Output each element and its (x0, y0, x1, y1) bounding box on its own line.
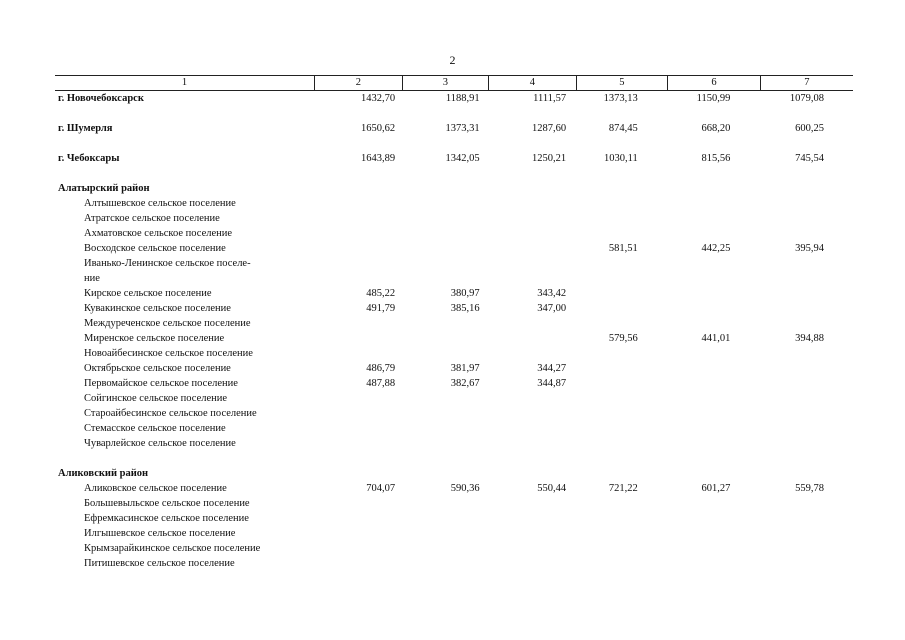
value-cell-col4 (489, 541, 577, 556)
value-cell-col3: 380,97 (450, 288, 480, 299)
value-cell-col4: 550,44 (537, 483, 567, 494)
value-cell-col4: 344,87 (537, 378, 567, 389)
settlement-row (55, 331, 853, 346)
value-cell-col7 (760, 466, 853, 481)
value-cell-col7 (760, 211, 853, 226)
value-cell-col4 (489, 226, 577, 241)
value-cell-col5 (576, 511, 668, 526)
value-cell-col2: 491,79 (366, 303, 396, 314)
value-cell-col7 (760, 301, 853, 316)
value-cell-col5: 579,56 (608, 333, 638, 344)
value-cell-col7 (760, 226, 853, 241)
spacer-row (55, 136, 853, 151)
value-cell-col6 (668, 466, 761, 481)
value-cell-col7 (760, 376, 853, 391)
value-cell-col2 (315, 181, 403, 196)
value-cell-col3: 381,97 (450, 363, 480, 374)
column-number-header (55, 76, 853, 91)
value-cell-col3 (402, 181, 489, 196)
value-cell-col2: 485,22 (366, 288, 396, 299)
value-cell-col3 (402, 196, 489, 211)
value-cell-col5 (576, 496, 668, 511)
value-cell-col5 (576, 391, 668, 406)
value-cell-col5 (576, 211, 668, 226)
value-cell-col2 (315, 211, 403, 226)
district-row (55, 466, 853, 481)
value-cell-col3 (402, 436, 489, 451)
settlement-row (55, 346, 853, 361)
value-cell-col5 (576, 541, 668, 556)
value-cell-col5 (576, 466, 668, 481)
value-cell-col4: 1111,57 (533, 93, 567, 104)
value-cell-col4: 1250,21 (532, 153, 567, 164)
settlement-row (55, 391, 853, 406)
value-cell-col7 (760, 541, 853, 556)
value-cell-col5 (576, 376, 668, 391)
value-cell-col3: 1373,31 (445, 123, 480, 134)
settlement-row (55, 301, 853, 316)
value-cell-col4 (489, 421, 577, 436)
settlement-name: Миренское сельское поселение (84, 333, 225, 344)
spacer-row (55, 106, 853, 121)
value-cell-col7 (760, 256, 853, 271)
settlement-name: Новоайбесинское сельское поселение (84, 348, 253, 359)
value-cell-col3 (402, 496, 489, 511)
value-cell-col4 (489, 196, 577, 211)
value-cell-col7: 395,94 (795, 243, 824, 254)
city-name: г. Чебоксары (58, 153, 120, 164)
settlement-row (55, 406, 853, 421)
settlement-name: Большевыльское сельское поселение (84, 498, 250, 509)
value-cell-col4 (489, 526, 577, 541)
settlement-name: Атратское сельское поселение (84, 213, 220, 224)
settlement-row (55, 421, 853, 436)
settlement-row (55, 526, 853, 541)
value-cell-col6 (668, 316, 761, 331)
district-name: Алатырский район (58, 183, 150, 194)
value-cell-col4 (489, 316, 577, 331)
spacer-row (55, 451, 853, 466)
value-cell-col2 (315, 466, 403, 481)
settlement-name: Илгышевское сельское поселение (84, 528, 236, 539)
value-cell-col2 (315, 511, 403, 526)
value-cell-col4 (489, 406, 577, 421)
value-cell-col3: 1342,05 (445, 153, 480, 164)
settlement-row (55, 196, 853, 211)
value-cell-col5 (576, 196, 668, 211)
settlement-name: Сойгинское сельское поселение (84, 393, 228, 404)
settlement-row (55, 241, 853, 256)
settlement-name: Чуварлейское сельское поселение (84, 438, 236, 449)
value-cell-col4 (489, 556, 577, 571)
value-cell-col7 (760, 196, 853, 211)
settlement-row (55, 256, 853, 271)
settlement-name: Питишевское сельское поселение (84, 558, 235, 569)
spacer-cell (55, 451, 853, 466)
value-cell-col6 (668, 346, 761, 361)
value-cell-col5: 721,22 (608, 483, 638, 494)
value-cell-col6 (668, 196, 761, 211)
value-cell-col6 (668, 436, 761, 451)
page-number: 2 (449, 53, 456, 67)
settlement-row (55, 436, 853, 451)
value-cell-col4 (489, 241, 577, 256)
value-cell-col4 (489, 496, 577, 511)
city-row (55, 121, 853, 136)
column-header: 4 (489, 76, 577, 91)
spacer-row (55, 166, 853, 181)
settlement-row (55, 286, 853, 301)
tariff-table (55, 75, 853, 571)
value-cell-col6 (668, 496, 761, 511)
value-cell-col3 (402, 241, 489, 256)
value-cell-col2 (315, 541, 403, 556)
settlement-name: Восходское сельское поселение (84, 243, 226, 254)
value-cell-col6 (668, 256, 761, 271)
value-cell-col4 (489, 466, 577, 481)
settlement-row (55, 226, 853, 241)
settlement-name: ние (84, 273, 100, 284)
value-cell-col5: 874,45 (608, 123, 638, 134)
settlement-row (55, 541, 853, 556)
settlement-row (55, 376, 853, 391)
value-cell-col5 (576, 421, 668, 436)
value-cell-col7: 394,88 (795, 333, 824, 344)
settlement-row (55, 211, 853, 226)
value-cell-col6 (668, 511, 761, 526)
settlement-name: Ефремкасинское сельское поселение (84, 513, 249, 524)
value-cell-col2: 1643,89 (360, 153, 396, 164)
value-cell-col2: 1432,70 (360, 93, 396, 104)
value-cell-col4 (489, 511, 577, 526)
value-cell-col7 (760, 511, 853, 526)
value-cell-col3 (402, 391, 489, 406)
value-cell-col3 (402, 526, 489, 541)
value-cell-col4: 343,42 (537, 288, 567, 299)
settlement-row (55, 271, 853, 286)
value-cell-col5 (576, 316, 668, 331)
value-cell-col6: 441,01 (701, 333, 731, 344)
value-cell-col2 (315, 346, 403, 361)
settlement-name: Алтышевское сельское поселение (84, 198, 236, 209)
value-cell-col2: 1650,62 (360, 123, 396, 134)
settlement-name: Первомайское сельское поселение (84, 378, 238, 389)
value-cell-col2 (315, 271, 403, 286)
value-cell-col6 (668, 556, 761, 571)
value-cell-col6 (668, 301, 761, 316)
column-header: 5 (576, 76, 668, 91)
value-cell-col4: 344,27 (537, 363, 567, 374)
value-cell-col5 (576, 361, 668, 376)
value-cell-col5 (576, 271, 668, 286)
settlement-name: Крымзарайкинское сельское поселение (84, 543, 261, 554)
city-row (55, 151, 853, 166)
value-cell-col4 (489, 346, 577, 361)
value-cell-col6 (668, 406, 761, 421)
value-cell-col4 (489, 211, 577, 226)
value-cell-col4 (489, 436, 577, 451)
value-cell-col7 (760, 391, 853, 406)
settlement-name: Кувакинское сельское поселение (84, 303, 231, 314)
value-cell-col6: 815,56 (701, 153, 731, 164)
value-cell-col7 (760, 436, 853, 451)
value-cell-col4 (489, 256, 577, 271)
value-cell-col5: 1373,13 (603, 93, 638, 104)
table-body (55, 91, 853, 572)
value-cell-col3 (402, 541, 489, 556)
settlement-name: Иванько-Ленинское сельское поселе- (84, 258, 251, 269)
value-cell-col7: 1079,08 (789, 93, 824, 104)
value-cell-col7: 600,25 (795, 123, 824, 134)
value-cell-col4 (489, 331, 577, 346)
value-cell-col4: 1287,60 (532, 123, 567, 134)
value-cell-col6 (668, 391, 761, 406)
value-cell-col3 (402, 211, 489, 226)
value-cell-col3 (402, 556, 489, 571)
settlement-name: Междуреченское сельское поселение (84, 318, 251, 329)
value-cell-col2: 704,07 (366, 483, 396, 494)
settlement-name: Староайбесинское сельское поселение (84, 408, 257, 419)
value-cell-col5 (576, 301, 668, 316)
settlement-row (55, 481, 853, 496)
column-header: 3 (402, 76, 489, 91)
column-header: 2 (315, 76, 403, 91)
value-cell-col2 (315, 331, 403, 346)
value-cell-col6 (668, 271, 761, 286)
value-cell-col2 (315, 556, 403, 571)
value-cell-col6 (668, 286, 761, 301)
value-cell-col3 (402, 421, 489, 436)
value-cell-col7 (760, 496, 853, 511)
value-cell-col4 (489, 391, 577, 406)
value-cell-col5 (576, 286, 668, 301)
value-cell-col2 (315, 406, 403, 421)
settlement-row (55, 316, 853, 331)
value-cell-col2 (315, 391, 403, 406)
value-cell-col2 (315, 316, 403, 331)
settlement-row (55, 496, 853, 511)
value-cell-col5 (576, 436, 668, 451)
city-name: г. Новочебоксарск (58, 93, 144, 104)
spacer-cell (55, 136, 853, 151)
value-cell-col3: 590,36 (450, 483, 480, 494)
value-cell-col6 (668, 526, 761, 541)
value-cell-col7: 745,54 (795, 153, 824, 164)
value-cell-col2: 487,88 (366, 378, 396, 389)
value-cell-col2 (315, 241, 403, 256)
value-cell-col3 (402, 346, 489, 361)
value-cell-col6: 601,27 (701, 483, 731, 494)
value-cell-col3 (402, 466, 489, 481)
value-cell-col4 (489, 271, 577, 286)
value-cell-col2 (315, 256, 403, 271)
value-cell-col6: 1150,99 (696, 93, 731, 104)
value-cell-col7 (760, 316, 853, 331)
value-cell-col2 (315, 226, 403, 241)
value-cell-col6 (668, 361, 761, 376)
value-cell-col5 (576, 256, 668, 271)
settlement-name: Октябрьское сельское поселение (84, 363, 231, 374)
value-cell-col6 (668, 211, 761, 226)
value-cell-col2 (315, 196, 403, 211)
value-cell-col2 (315, 436, 403, 451)
value-cell-col4: 347,00 (537, 303, 567, 314)
value-cell-col3: 385,16 (450, 303, 480, 314)
value-cell-col2 (315, 496, 403, 511)
value-cell-col5 (576, 556, 668, 571)
column-header: 6 (668, 76, 761, 91)
settlement-name: Ахматовское сельское поселение (84, 228, 233, 239)
value-cell-col7 (760, 361, 853, 376)
value-cell-col3 (402, 256, 489, 271)
value-cell-col2 (315, 421, 403, 436)
value-cell-col7 (760, 556, 853, 571)
value-cell-col3: 1188,91 (445, 93, 480, 104)
column-header: 7 (760, 76, 853, 91)
settlement-row (55, 361, 853, 376)
value-cell-col7 (760, 286, 853, 301)
spacer-cell (55, 106, 853, 121)
value-cell-col5: 581,51 (608, 243, 638, 254)
value-cell-col7: 559,78 (795, 483, 824, 494)
value-cell-col6 (668, 421, 761, 436)
district-row (55, 181, 853, 196)
city-name: г. Шумерля (58, 123, 113, 134)
settlement-row (55, 511, 853, 526)
value-cell-col7 (760, 271, 853, 286)
value-cell-col7 (760, 526, 853, 541)
value-cell-col6: 668,20 (701, 123, 731, 134)
value-cell-col3 (402, 331, 489, 346)
value-cell-col7 (760, 346, 853, 361)
value-cell-col3: 382,67 (450, 378, 480, 389)
value-cell-col6 (668, 376, 761, 391)
district-name: Аликовский район (58, 468, 149, 479)
settlement-name: Аликовское сельское поселение (84, 483, 227, 494)
spacer-cell (55, 166, 853, 181)
value-cell-col5 (576, 406, 668, 421)
settlement-name: Стемасское сельское поселение (84, 423, 226, 434)
value-cell-col6: 442,25 (701, 243, 731, 254)
value-cell-col7 (760, 181, 853, 196)
column-header: 1 (55, 76, 315, 91)
value-cell-col2: 486,79 (366, 363, 396, 374)
value-cell-col3 (402, 511, 489, 526)
value-cell-col3 (402, 316, 489, 331)
value-cell-col3 (402, 226, 489, 241)
value-cell-col5 (576, 346, 668, 361)
value-cell-col6 (668, 181, 761, 196)
value-cell-col5: 1030,11 (603, 153, 638, 164)
settlement-row (55, 556, 853, 571)
value-cell-col3 (402, 406, 489, 421)
settlement-name: Кирское сельское поселение (84, 288, 212, 299)
value-cell-col6 (668, 226, 761, 241)
value-cell-col2 (315, 526, 403, 541)
value-cell-col3 (402, 271, 489, 286)
value-cell-col5 (576, 181, 668, 196)
city-row (55, 91, 853, 107)
value-cell-col4 (489, 181, 577, 196)
value-cell-col6 (668, 541, 761, 556)
value-cell-col7 (760, 421, 853, 436)
value-cell-col5 (576, 226, 668, 241)
value-cell-col5 (576, 526, 668, 541)
value-cell-col7 (760, 406, 853, 421)
